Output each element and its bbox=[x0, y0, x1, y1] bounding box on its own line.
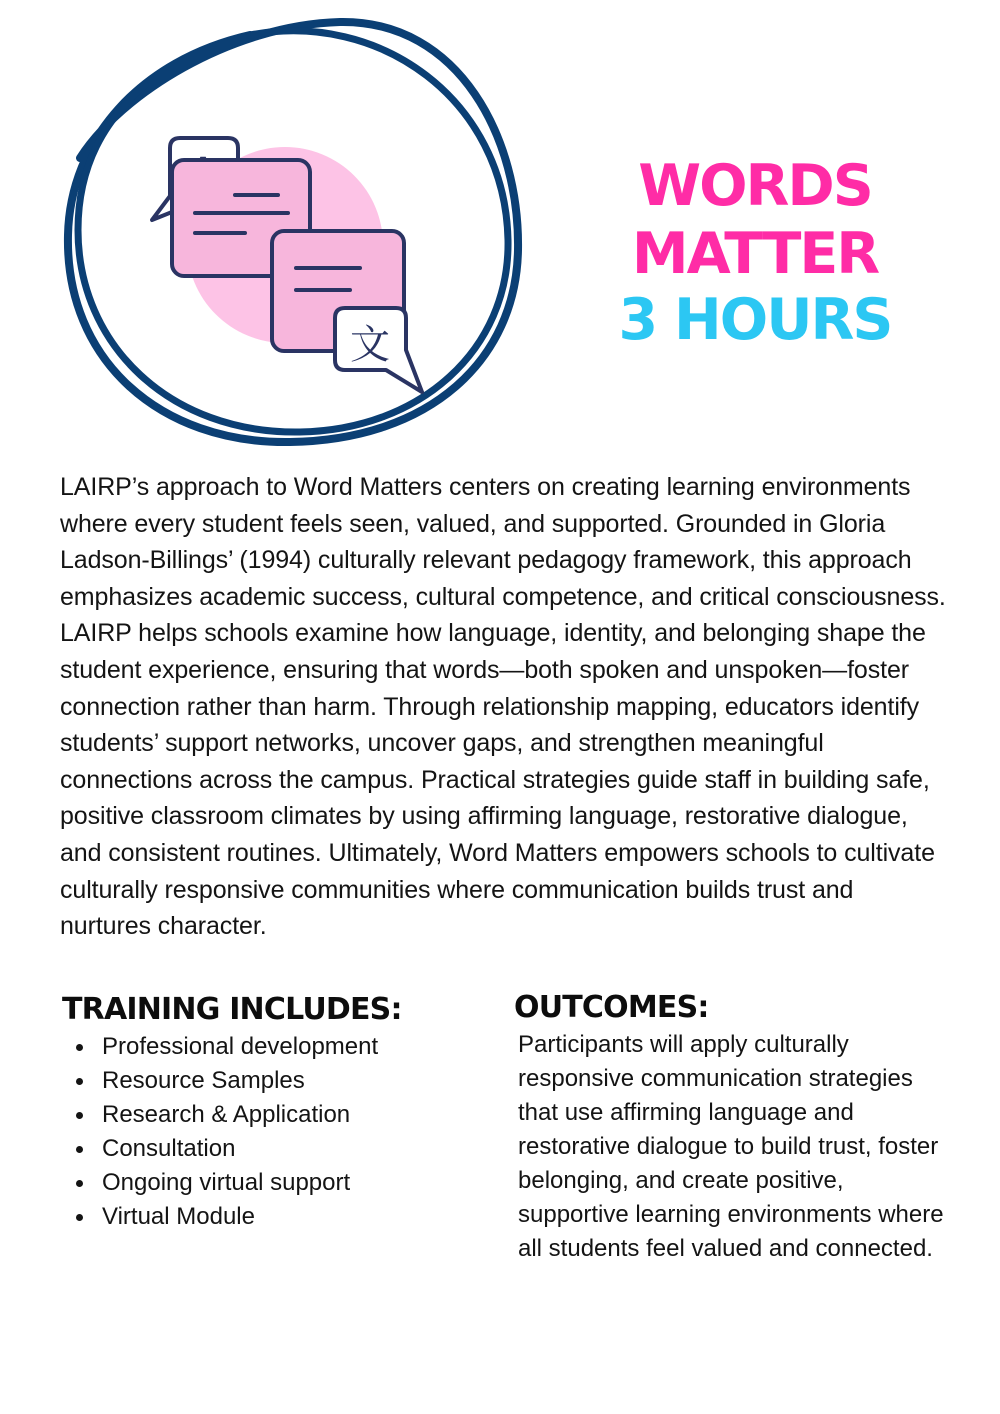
translation-chat-icon bbox=[50, 0, 530, 460]
translation-glyph: 文 bbox=[350, 322, 390, 368]
outcomes-heading: OUTCOMES: bbox=[514, 990, 709, 1025]
bullet-icon bbox=[76, 1044, 83, 1051]
list-item bbox=[62, 1064, 482, 1098]
list-item-label: Research & Application bbox=[102, 1101, 351, 1128]
outcomes-text: Participants will apply culturally responsive communication strategies that use affirming language and restorative dialogue to build trust, foster belonging, and create positive, supportive learning environments where all students feel valued and connected. bbox=[518, 1031, 944, 1262]
duration-label: 3 HOURS bbox=[618, 287, 892, 353]
training-list bbox=[62, 1030, 482, 1234]
training-section bbox=[62, 990, 482, 1234]
list-item-label: Ongoing virtual support bbox=[102, 1169, 351, 1196]
bullet-icon bbox=[76, 1078, 83, 1085]
intro-paragraph: LAIRP’s approach to Word Matters centers on creating learning environments where every student feels seen, valued, and supported. Grounded in Gloria Ladson-Billings’ (1994) culturally relevant pedagogy framework, this approach emphasizes academic success, cultural competence, and critical consciousness. LAIRP helps schools examine how language, identity, and belonging shape the student experience, ensuring that words—both spoken and unspoken—foster connection rather than harm. Through relationship mapping, educators identify students’ support networks, uncover gaps, and strengthen meaningful connections across the campus. Practical strategies guide staff in building safe, positive classroom climates by using affirming language, restorative dialogue, and consistent routines. Ultimately, Word Matters empowers schools to cultivate culturally responsive communities where communication builds trust and nurtures character. bbox=[60, 473, 946, 941]
list-item-label: Professional development bbox=[102, 1033, 379, 1060]
list-item-label: Resource Samples bbox=[102, 1067, 305, 1094]
list-item bbox=[62, 1166, 482, 1200]
list-item bbox=[62, 1030, 482, 1064]
list-item-label: Consultation bbox=[102, 1135, 236, 1162]
training-heading: TRAINING INCLUDES: bbox=[62, 992, 402, 1027]
list-item-label: Virtual Module bbox=[102, 1203, 255, 1230]
bullet-icon bbox=[76, 1180, 83, 1187]
list-item bbox=[62, 1132, 482, 1166]
title-block bbox=[520, 152, 990, 352]
bullet-icon bbox=[76, 1112, 83, 1119]
bullet-icon bbox=[76, 1214, 83, 1221]
list-item bbox=[62, 1200, 482, 1234]
page-title: WORDS MATTER bbox=[631, 153, 879, 287]
outcomes-section bbox=[514, 988, 954, 1266]
list-item bbox=[62, 1098, 482, 1132]
bullet-icon bbox=[76, 1146, 83, 1153]
